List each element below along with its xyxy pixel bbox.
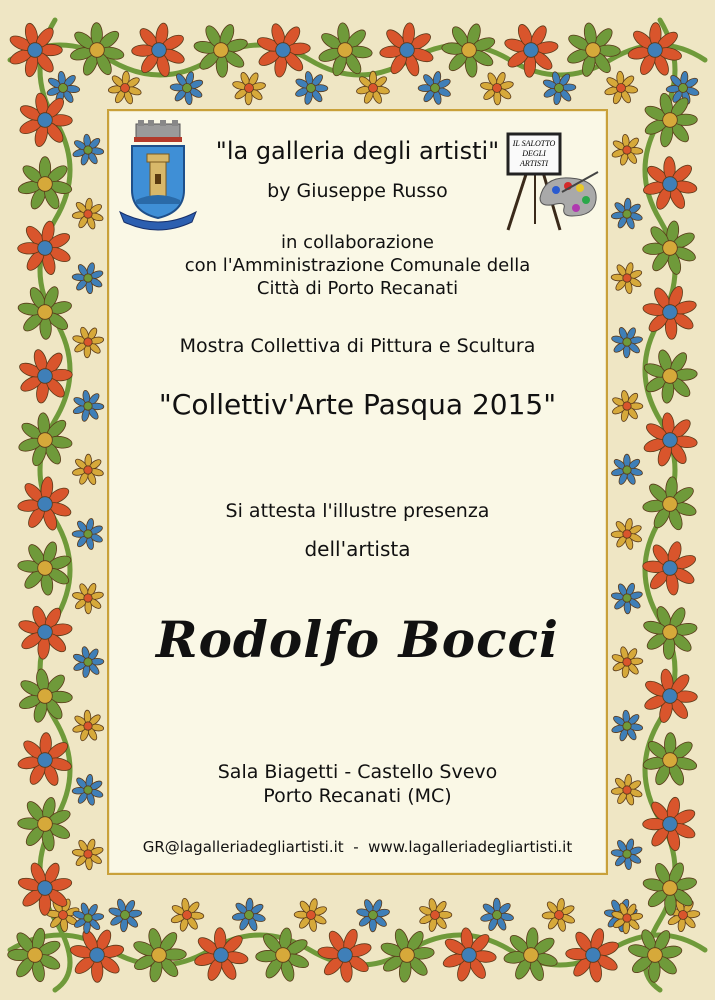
collab-line: con l'Amministrazione Comunale della bbox=[184, 255, 531, 276]
contact-line[interactable]: GR@lagalleriadegliartisti.it - www.lagalleriadegliartisti.it bbox=[142, 838, 573, 856]
salotto-line-3: ARTISTI bbox=[520, 159, 548, 168]
venue-line: Sala Biagetti - Castello Svevo bbox=[217, 761, 498, 783]
byline: by Giuseppe Russo bbox=[267, 180, 448, 202]
salotto-line-1: IL SALOTTO bbox=[512, 139, 556, 148]
exhibition-type: Mostra Collettiva di Pittura e Scultura bbox=[179, 335, 536, 357]
collab-line: Città di Porto Recanati bbox=[256, 278, 459, 299]
artist-label: dell'artista bbox=[304, 537, 411, 561]
collaboration-text bbox=[110, 231, 605, 300]
event-name: "Collettiv'Arte Pasqua 2015" bbox=[158, 388, 557, 421]
venue-line: Porto Recanati (MC) bbox=[263, 785, 452, 807]
venue bbox=[110, 760, 605, 808]
salotto-line-2: DEGLI bbox=[522, 149, 546, 158]
artist-name: Rodolfo Bocci bbox=[156, 610, 559, 669]
gallery-title: "la galleria degli artisti" bbox=[215, 137, 500, 165]
attestation-text: Si attesta l'illustre presenza bbox=[225, 500, 490, 522]
collab-line: in collaborazione bbox=[281, 232, 434, 253]
